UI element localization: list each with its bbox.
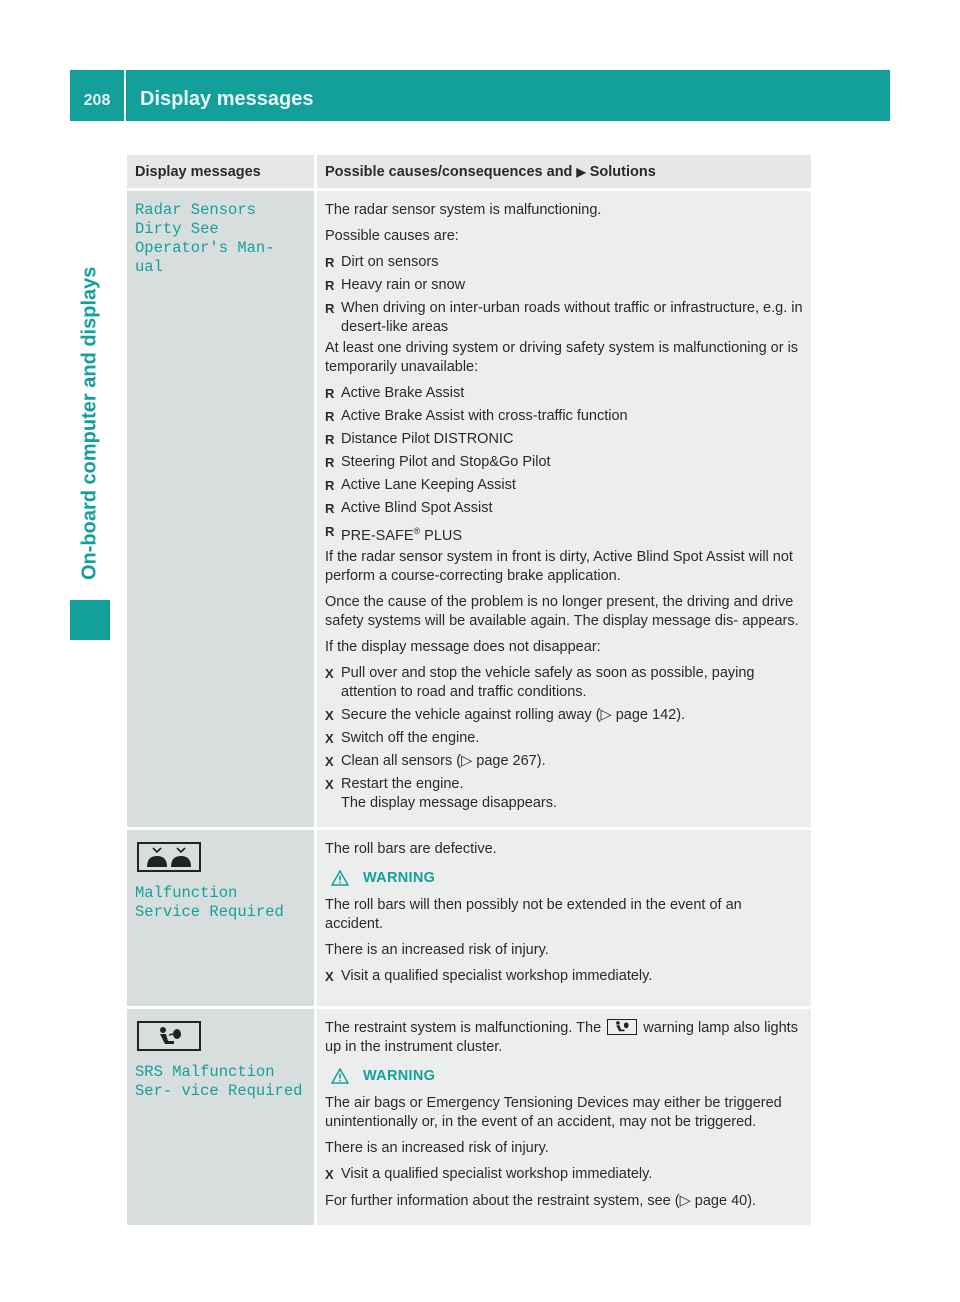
- note: For further information about the restraint system, see (▷ page 40).: [325, 1192, 757, 1209]
- display-message-cell: [127, 1007, 316, 1226]
- column-header-display-messages: Display messages: [127, 155, 316, 190]
- action-step: X Switch off the engine.: [325, 729, 480, 746]
- display-messages-table: [127, 155, 811, 1228]
- warning-heading: WARNING: [331, 869, 803, 888]
- step-arrow-icon: X: [325, 665, 334, 681]
- warning-triangle-icon: [331, 1068, 349, 1084]
- table-row: [127, 1007, 811, 1226]
- display-message: Malfunction Service Required: [135, 883, 284, 921]
- column-header-solutions: Solutions: [589, 163, 656, 180]
- display-message: Radar Sensors Dirty See Operator's Man‐ ual: [135, 201, 275, 276]
- page-ref-link[interactable]: page 142).: [615, 706, 686, 723]
- column-header-causes: [316, 155, 812, 190]
- warning-text: The roll bars will then possibly not be extended in the event of an accident.: [325, 896, 742, 932]
- note: If the radar sensor system in front is dirty, Active Blind Spot Assist will not perform a course-correcting brake application.: [325, 548, 793, 584]
- page-ref-arrow-icon: ▷: [600, 706, 612, 723]
- causes-intro: Possible causes are:: [325, 228, 459, 244]
- action-step: X Restart the engine. The display message disappears.: [325, 775, 558, 811]
- display-message-cell: [127, 190, 316, 829]
- roll-bar-icon: [137, 842, 201, 872]
- display-message: SRS Malfunction Ser‐ vice Required: [135, 1062, 303, 1100]
- description: The restraint system is malfunctioning. The warning lamp also lights up in the instrument cluster.: [325, 1019, 798, 1055]
- description: The radar sensor system is malfunctioning.: [325, 202, 602, 218]
- side-tab-label: On-board computer and displays: [78, 266, 101, 580]
- step-arrow-icon: X: [325, 707, 334, 723]
- warning-triangle-icon: [331, 870, 349, 886]
- step-arrow-icon: X: [325, 968, 334, 984]
- list-item: R Dirt on sensors: [325, 254, 439, 270]
- warning-text: The air bags or Emergency Tensioning Devices may either be triggered unintentionally or, in the event of an accident, may not be triggered.: [325, 1094, 782, 1130]
- causes-cell: [316, 828, 812, 1007]
- systems-intro: At least one driving system or driving safety system is malfunctioning or is temporarily unavailable:: [325, 340, 799, 375]
- list-item: R PRE-SAFE® PLUS: [325, 524, 463, 544]
- column-header-causes-text: Possible causes/consequences and: [325, 163, 573, 180]
- list-item: R Heavy rain or snow: [325, 277, 466, 293]
- table-row: [127, 190, 811, 829]
- side-tab-marker: [70, 600, 110, 640]
- note: If the display message does not disappear:: [325, 638, 601, 655]
- warning-heading: WARNING: [331, 1067, 803, 1086]
- page-header: [70, 70, 890, 121]
- page-ref-arrow-icon: ▷: [679, 1192, 691, 1209]
- table-row: [127, 828, 811, 1007]
- action-step: X Visit a qualified specialist workshop immediately.: [325, 967, 653, 984]
- display-message-cell: [127, 828, 316, 1007]
- step-arrow-icon: X: [325, 753, 334, 769]
- list-item: R Steering Pilot and Stop&Go Pilot: [325, 454, 551, 470]
- action-step: X Clean all sensors (▷ page 267).: [325, 752, 546, 769]
- step-arrow-icon: X: [325, 1166, 334, 1182]
- step-arrow-icon: X: [325, 730, 334, 746]
- page-ref-arrow-icon: ▷: [461, 752, 473, 769]
- description: The roll bars are defective.: [325, 840, 497, 857]
- action-step: X Pull over and stop the vehicle safely as soon as possible, paying attention to road and traffic conditions.: [325, 664, 755, 700]
- side-tab: [70, 140, 110, 580]
- list-item: R When driving on inter-urban roads without traffic or infrastructure, e.g. in desert-like areas: [325, 300, 803, 335]
- list-item: R Active Blind Spot Assist: [325, 500, 493, 516]
- table-header-row: [127, 155, 811, 190]
- action-step: X Visit a qualified specialist workshop immediately.: [325, 1165, 653, 1182]
- step-arrow-icon: X: [325, 776, 334, 792]
- page-title: Display messages: [140, 88, 314, 110]
- list-item: R Distance Pilot DISTRONIC: [325, 431, 514, 447]
- solution-arrow-icon: ▶: [576, 164, 586, 179]
- list-item: R Active Brake Assist with cross-traffic function: [325, 408, 628, 424]
- note: Once the cause of the problem is no longer present, the driving and drive safety systems will be available again. The display message dis‐ appears.: [325, 593, 799, 629]
- warning-text: There is an increased risk of injury.: [325, 1139, 549, 1156]
- list-item: R Active Lane Keeping Assist: [325, 477, 516, 493]
- srs-airbag-icon: [137, 1021, 201, 1051]
- list-item: R Active Brake Assist: [325, 385, 465, 401]
- warning-text: There is an increased risk of injury.: [325, 941, 549, 958]
- action-step: X Secure the vehicle against rolling away (▷ page 142).: [325, 706, 686, 723]
- causes-cell: [316, 1007, 812, 1226]
- causes-cell: [316, 190, 812, 829]
- page-ref-link[interactable]: page 267).: [476, 752, 546, 769]
- srs-warning-lamp-icon: [607, 1019, 637, 1035]
- page-number: 208: [70, 70, 126, 121]
- page-ref-link[interactable]: page 40).: [694, 1192, 757, 1209]
